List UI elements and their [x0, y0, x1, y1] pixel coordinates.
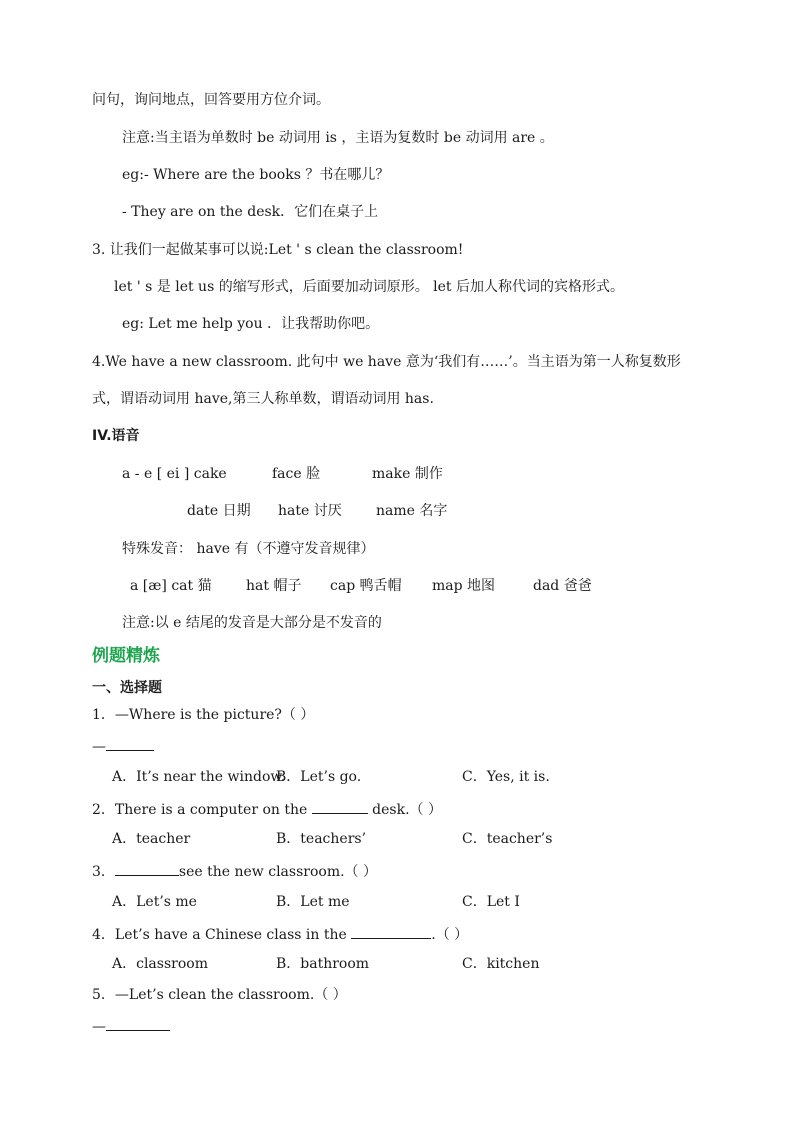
- phonics-word: face 脸: [272, 466, 321, 482]
- phonics-special: 特殊发音： have 有（不遵守发音规律）: [122, 541, 375, 557]
- note-p5: 3. 让我们一起做某事可以说:Let ' s clean the classroom!: [92, 242, 464, 258]
- option-b[interactable]: B．bathroom: [276, 956, 370, 972]
- option-a[interactable]: A．Let’s me: [112, 894, 197, 910]
- phonics-word: name 名字: [376, 503, 448, 519]
- question-5-stem: 5．—Let’s clean the classroom.（ ）: [92, 987, 347, 1003]
- phonics-word: a - e [ ei ] cake: [122, 466, 227, 482]
- examples-subheading: 一、选择题: [92, 680, 162, 696]
- stem-text: 4．Let’s have a Chinese class in the: [92, 927, 352, 943]
- question-5-answer-line: [92, 1016, 170, 1037]
- stem-text: see the new classroom.（ ）: [178, 864, 377, 880]
- phonics-heading: IV.语音: [92, 428, 140, 444]
- option-b[interactable]: B．teachers’: [276, 831, 367, 847]
- dash: —: [92, 1019, 106, 1035]
- question-1-stem: 1．—Where is the picture?（ ）: [92, 707, 315, 723]
- option-a[interactable]: A．teacher: [112, 831, 191, 847]
- note-p7: eg: Let me help you ．让我帮助你吧。: [122, 316, 380, 332]
- dash: —: [92, 739, 106, 755]
- option-b[interactable]: B．Let’s go.: [276, 769, 362, 785]
- stem-text: 2．There is a computer on the: [92, 802, 312, 818]
- answer-blank[interactable]: [106, 1016, 170, 1031]
- answer-blank[interactable]: [115, 861, 179, 876]
- note-p6: let ' s 是 let us 的缩写形式，后面要加动词原形。 let 后加人称代词的宾格形式。: [114, 279, 625, 295]
- phonics-word: dad 爸爸: [533, 578, 592, 594]
- option-b[interactable]: B．Let me: [276, 894, 350, 910]
- question-4-stem: [92, 924, 468, 945]
- stem-text: 3．: [92, 864, 115, 880]
- option-a[interactable]: A．classroom: [112, 956, 208, 972]
- note-p4: - They are on the desk．它们在桌子上: [122, 204, 379, 220]
- note-p3: eg:- Where are the books ？书在哪儿？: [122, 167, 390, 183]
- option-c[interactable]: C．Yes, it is.: [462, 769, 550, 785]
- phonics-word: hate 讨厌: [278, 503, 342, 519]
- answer-blank[interactable]: [351, 924, 431, 939]
- note-p1: 问句，询问地点，回答要用方位介词。: [92, 92, 330, 108]
- phonics-word: date 日期: [187, 503, 251, 519]
- answer-blank[interactable]: [106, 736, 154, 751]
- question-1-answer-line: [92, 736, 154, 757]
- stem-text: .（ ）: [431, 927, 469, 943]
- option-c[interactable]: C．teacher’s: [462, 831, 553, 847]
- question-2-stem: [92, 799, 442, 820]
- answer-blank[interactable]: [312, 799, 368, 814]
- note-p2: 注意:当主语为单数时 be 动词用 is ，主语为复数时 be 动词用 are 。: [122, 130, 554, 146]
- phonics-word: cap 鸭舌帽: [330, 578, 402, 594]
- phonics-word: map 地图: [432, 578, 496, 594]
- option-c[interactable]: C．Let I: [462, 894, 520, 910]
- note-p8: 4.We have a new classroom. 此句中 we have 意为‘我们有……’。当主语为第一人称复数形: [92, 354, 681, 370]
- phonics-note: 注意:以 e 结尾的发音是大部分是不发音的: [122, 615, 382, 631]
- phonics-word: make 制作: [372, 466, 443, 482]
- stem-text: desk.（ ）: [367, 802, 442, 818]
- examples-heading: 例题精炼: [92, 646, 160, 666]
- question-3-stem: [92, 861, 377, 882]
- phonics-word: a [æ] cat 猫: [130, 578, 212, 594]
- option-c[interactable]: C．kitchen: [462, 956, 540, 972]
- phonics-word: hat 帽子: [246, 578, 302, 594]
- note-p9: 式，谓语动词用 have,第三人称单数，谓语动词用 has.: [92, 391, 434, 407]
- option-a[interactable]: A．It’s near the window.: [112, 769, 286, 785]
